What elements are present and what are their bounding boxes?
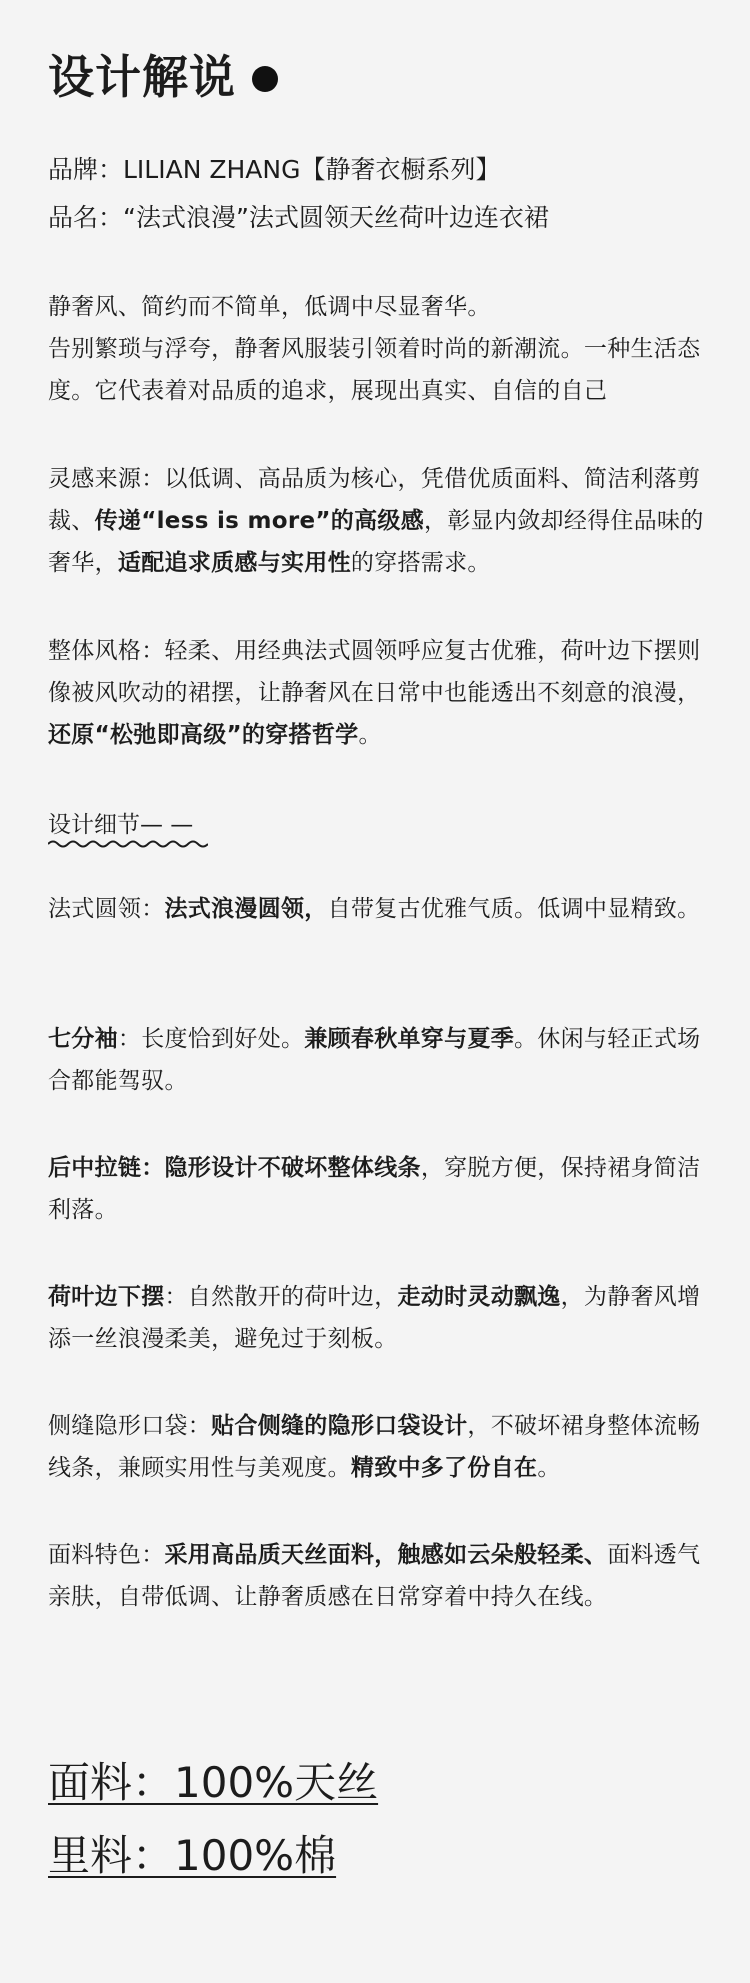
details-heading-text: 设计细节— — bbox=[48, 812, 194, 838]
title-row bbox=[48, 50, 278, 105]
inspiration-text-2: ，彰显内敛却经得住品味的奢华， bbox=[48, 508, 704, 576]
details-heading bbox=[48, 804, 193, 846]
outer-material: 面料：100%天丝 bbox=[48, 1758, 379, 1807]
hem-bold-1: 荷叶边下摆 bbox=[48, 1284, 165, 1310]
pocket-bold-1: 贴合侧缝的隐形口袋设计 bbox=[211, 1413, 468, 1439]
page-title: 设计解说 bbox=[48, 50, 236, 104]
style-bold-1: 还原“松弛即高级”的穿搭哲学 bbox=[48, 722, 359, 748]
product-meta bbox=[48, 146, 549, 242]
detail-zipper bbox=[48, 1147, 708, 1231]
pocket-text-2: ，不破坏裙身整体流畅线条，兼顾实用性与美观度。 bbox=[48, 1413, 701, 1481]
fabric-text-2: 面料透气亲肤，自带低调、让静奢质感在日常穿着中持久在线。 bbox=[48, 1542, 701, 1610]
inspiration-text-3: 的穿搭需求。 bbox=[350, 550, 491, 576]
collar-text-2: 自带复古优雅气质。低调中显精致。 bbox=[327, 896, 701, 922]
detail-sleeve bbox=[48, 1018, 708, 1102]
style-text-1: 整体风格：轻柔、用经典法式圆领呼应复古优雅，荷叶边下摆则像被风吹动的裙摆，让静奢风在日常中也能透出不刻意的浪漫， bbox=[48, 638, 701, 706]
bullet-dot-icon bbox=[252, 66, 278, 92]
inspiration-text-1: 灵感来源：以低调、高品质为核心，凭借优质面料、简洁利落剪裁、 bbox=[48, 466, 701, 534]
style-paragraph bbox=[48, 630, 708, 756]
intro-line-2: 告别繁琐与浮夸，静奢风服装引领着时尚的新潮流。一种生活态度。它代表着对品质的追求，展现出真实、自信的自己 bbox=[48, 336, 701, 404]
lining-material: 里料：100%棉 bbox=[48, 1831, 337, 1880]
pocket-text-1: 侧缝隐形口袋： bbox=[48, 1413, 212, 1439]
inspiration-bold-1: 传递“less is more”的高级感 bbox=[94, 508, 425, 534]
pocket-bold-2: 精致中多了份自在 bbox=[350, 1455, 538, 1481]
pocket-text-3: 。 bbox=[537, 1455, 561, 1481]
intro-paragraph bbox=[48, 286, 708, 412]
inspiration-bold-2: 适配追求质感与实用性 bbox=[117, 550, 351, 576]
fabric-text-1: 面料特色： bbox=[48, 1542, 165, 1568]
detail-pocket bbox=[48, 1405, 708, 1489]
brand-line: 品牌：LILIAN ZHANG【静奢衣橱系列】 bbox=[48, 155, 501, 184]
hem-text-1: ：自然散开的荷叶边， bbox=[164, 1284, 398, 1310]
product-name-line: 品名：“法式浪漫”法式圆领天丝荷叶边连衣裙 bbox=[48, 203, 549, 232]
fabric-bold-1: 采用高品质天丝面料，触感如云朵般轻柔、 bbox=[164, 1542, 608, 1568]
zipper-text-1: ，穿脱方便，保持裙身简洁利落。 bbox=[48, 1155, 701, 1223]
inspiration-paragraph bbox=[48, 458, 708, 584]
style-text-2: 。 bbox=[358, 722, 382, 748]
hem-text-2: ，为静奢风增添一丝浪漫柔美，避免过于刻板。 bbox=[48, 1284, 701, 1352]
hem-bold-2: 走动时灵动飘逸 bbox=[397, 1284, 561, 1310]
zipper-bold-1: 后中拉链：隐形设计不破坏整体线条 bbox=[48, 1155, 421, 1181]
collar-text-1: 法式圆领： bbox=[48, 896, 165, 922]
intro-line-1: 静奢风、简约而不简单，低调中尽显奢华。 bbox=[48, 294, 491, 320]
collar-bold-1: 法式浪漫圆领， bbox=[164, 896, 328, 922]
detail-collar bbox=[48, 888, 708, 930]
sleeve-bold-2: 兼顾春秋单穿与夏季 bbox=[304, 1026, 515, 1052]
detail-hem bbox=[48, 1276, 708, 1360]
sleeve-text-2: 。休闲与轻正式场合都能驾驭。 bbox=[48, 1026, 701, 1094]
wavy-underline-icon bbox=[48, 838, 208, 850]
sleeve-bold-1: 七分袖 bbox=[48, 1026, 118, 1052]
detail-fabric bbox=[48, 1534, 708, 1618]
sleeve-text-1: ：长度恰到好处。 bbox=[117, 1026, 305, 1052]
